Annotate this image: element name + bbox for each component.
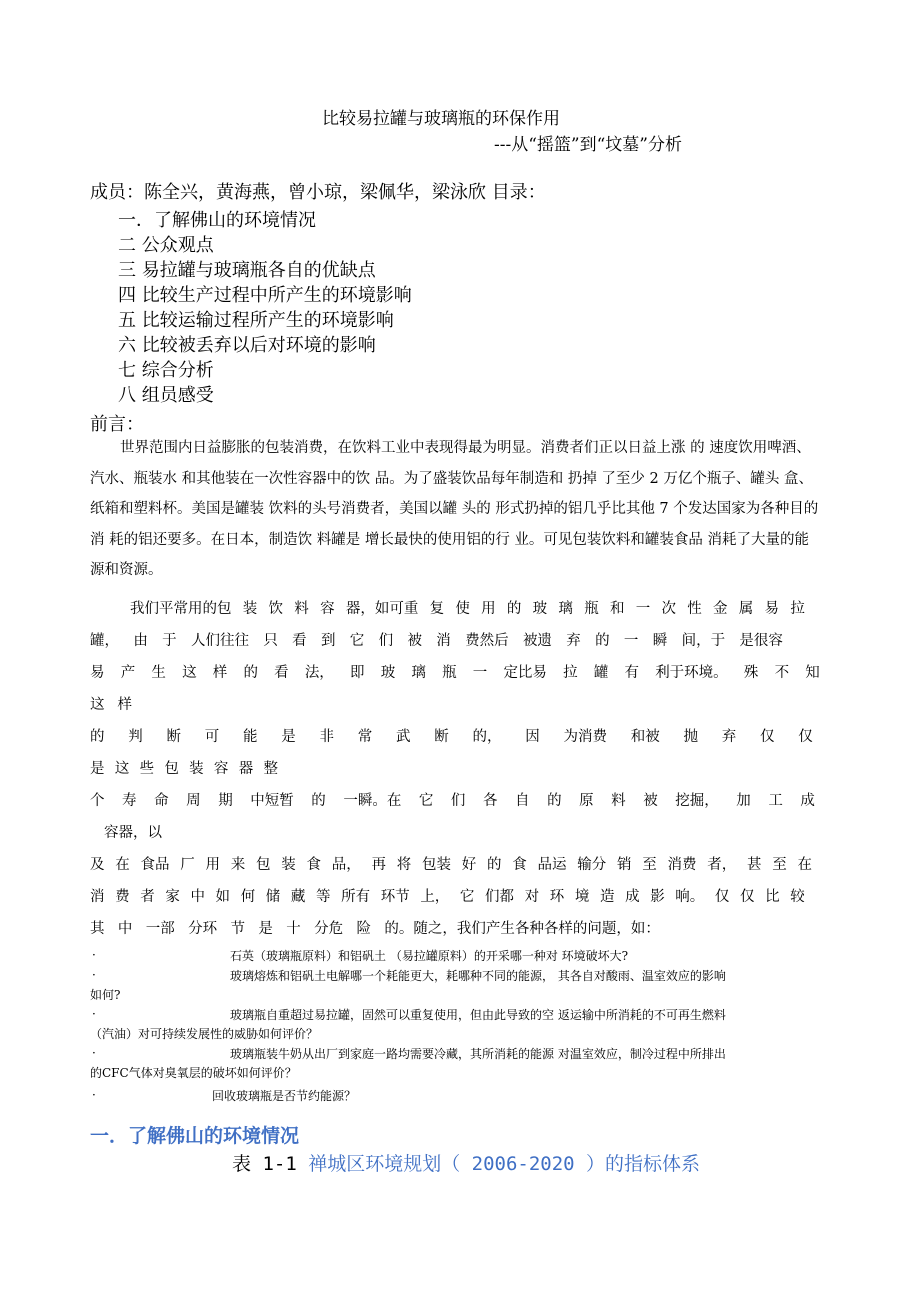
paragraph-2-token: 断 [434, 729, 449, 745]
paragraph-2-token: 被遗 [522, 633, 552, 649]
paragraph-2-line [90, 789, 815, 810]
paragraph-2-token: 食品 [140, 857, 170, 873]
paragraph-2-token: 容 [213, 761, 229, 777]
bullet-dot: · [92, 968, 96, 982]
paragraph-2-token: 期 [218, 793, 233, 809]
paragraph-2-token: 殊 [743, 665, 759, 681]
paragraph-2-token: 分环 [188, 921, 218, 937]
bullet-dot: · [92, 1046, 96, 1060]
paragraph-2-token: 险 [356, 921, 371, 937]
toc-item-6: 六 比较被丢弃以后对环境的影响 [118, 335, 376, 356]
preface-label: 前言： [90, 414, 144, 435]
paragraph-2-token: 包装 [422, 857, 451, 873]
paragraph-2-token: 容 [320, 601, 335, 617]
paragraph-2-token: 易 [90, 665, 105, 681]
paragraph-2-token: 中 [190, 889, 205, 905]
paragraph-2-token: 上， [420, 889, 450, 905]
paragraph-2-token: 器，如可重 [345, 601, 419, 617]
paragraph-2-token: 能 [243, 729, 258, 745]
paragraph-2-token: 仅 [714, 889, 730, 905]
paragraph-2-token: 由 [133, 633, 148, 649]
bullet-dot: · [92, 1007, 96, 1021]
bullet-text: 石英（玻璃瓶原料）和铝矾土 （易拉罐原料）的开采哪一种对 环境破坏大? [230, 949, 629, 963]
toc-item-7: 七 综合分析 [118, 360, 214, 381]
paragraph-2-token: 影 [650, 889, 665, 905]
paragraph-2-token: 仅 [760, 729, 775, 745]
paragraph-2-token: 者， [707, 857, 737, 873]
paragraph-2-token: 一 [623, 633, 639, 649]
paragraph-2-token: 的 [311, 793, 326, 809]
paragraph-2-token: 包 [256, 857, 271, 873]
paragraph-2-token: 产 [120, 665, 136, 681]
paragraph-2-token: 寿 [122, 793, 137, 809]
paragraph-2-token: 们 [378, 633, 394, 649]
paragraph-2-token: 有 [624, 665, 639, 681]
paragraph-2-token: 即 [350, 665, 365, 681]
paragraph-2-token: 个 [90, 793, 105, 809]
paragraph-2-token: 只 [263, 633, 278, 649]
paragraph-2-token: 人们往往 [190, 633, 249, 649]
table-caption [232, 1149, 700, 1176]
paragraph-2-token: 罐， [90, 633, 119, 649]
paragraph-2-token: 所有 [341, 889, 371, 905]
paragraph-2-token: 玻 [532, 601, 548, 617]
paragraph-2-token: 在 [797, 857, 812, 873]
paragraph-2-token: 原 [579, 793, 594, 809]
paragraph-2-token: 它 [349, 633, 365, 649]
paragraph-2-token: 的 [90, 729, 105, 745]
paragraph-2-token: 瞬 [652, 633, 668, 649]
paragraph-2-token: 输分 [577, 857, 607, 873]
paragraph-2-token: 们 [450, 793, 466, 809]
paragraph-2-token: 定比易 [503, 665, 547, 681]
paragraph-2-line [104, 821, 174, 842]
paragraph-2-token: 拉 [563, 665, 578, 681]
paragraph-2-line [90, 917, 660, 938]
bullet-text: 玻璃瓶自重超过易拉罐，固然可以重复使用，但由此导致的空 返运输中所消耗的不可再生燃料 [230, 1008, 726, 1022]
toc-item-1: 一．了解佛山的环境情况 [118, 210, 316, 231]
paragraph-2-token: 法， [304, 665, 334, 681]
paragraph-2-token: 们都 [485, 889, 515, 905]
paragraph-2-token: 弃 [566, 633, 581, 649]
paragraph-2-line [130, 597, 805, 618]
paragraph-2-token: 对 [524, 889, 540, 905]
paragraph-2-line [90, 757, 278, 778]
paragraph-2-token: 周 [186, 793, 201, 809]
paragraph-2-token: 仅 [798, 729, 813, 745]
paragraph-2-token: 饮 [268, 601, 284, 617]
paragraph-2-token: 它 [459, 889, 475, 905]
paragraph-2-token: 样 [117, 697, 132, 713]
paragraph-2-token: 样 [212, 665, 228, 681]
paragraph-2-token: 的 [547, 793, 562, 809]
paragraph-2-token: 易 [764, 601, 780, 617]
paragraph-2-token: 藏 [290, 889, 306, 905]
toc-item-8: 八 组员感受 [118, 385, 214, 406]
paragraph-2-token: 复 [429, 601, 445, 617]
bullet-text: 玻璃熔炼和铝矾土电解哪一个耗能更大，耗哪种不同的能源， 其各自对酸雨、温室效应的影响 [230, 969, 726, 983]
paragraph-2-token: 费 [115, 889, 130, 905]
paragraph-2-token: 是 [90, 761, 105, 777]
paragraph-2-token: 一瞬。在 [343, 793, 402, 809]
paragraph-2-token: 弃 [721, 729, 737, 745]
paragraph-2-token: 和 [609, 601, 625, 617]
paragraph-2-token: 家 [165, 889, 180, 905]
paragraph-2-token: 璃 [411, 665, 426, 681]
paragraph-2-token: 器 [238, 761, 254, 777]
table-caption-prefix: 表 1-1 [232, 1153, 309, 1175]
paragraph-2-token: 璃 [558, 601, 573, 617]
paragraph-2-token: 的， [472, 729, 502, 745]
toc-item-3: 三 易拉罐与玻璃瓶各自的优缺点 [118, 260, 376, 281]
paragraph-2-token: 自 [515, 793, 530, 809]
paragraph-2-token: 看 [274, 665, 289, 681]
paragraph-2-token: 是 [281, 729, 296, 745]
paragraph-2-token: 武 [396, 729, 411, 745]
paragraph-2-token: 的 [243, 665, 258, 681]
paragraph-2-token: 是很容 [739, 633, 783, 649]
paragraph-2-token: 拉 [790, 601, 805, 617]
paragraph-2-line [90, 693, 132, 714]
paragraph-2-token: 成 [625, 889, 640, 905]
paragraph-2-token: 的 [487, 857, 502, 873]
paragraph-2-token: 至 [772, 857, 787, 873]
paragraph-2-token: 好 [461, 857, 477, 873]
bullet-text: 玻璃瓶装牛奶从出厂到家庭一路均需要冷藏，其所消耗的能源 对温室效应，制冷过程中所排出 [230, 1047, 726, 1061]
paragraph-2-token: 看 [292, 633, 307, 649]
bullet-text: 回收玻璃瓶是否节约能源？ [212, 1089, 357, 1103]
bullet-dot: · [92, 948, 96, 962]
paragraph-2-token: 中短暂 [250, 793, 294, 809]
paragraph-2-token: 何 [240, 889, 256, 905]
paragraph-2-token: 的。随之，我们产生各种各样的问题，如： [384, 921, 660, 937]
paragraph-2-token: 仅 [740, 889, 755, 905]
paragraph-2-token: 料 [611, 793, 626, 809]
paragraph-2-token: 装 [242, 601, 258, 617]
paragraph-2-token: 性 [687, 601, 702, 617]
paragraph-2-token: 不 [774, 665, 790, 681]
paragraph-2-token: 环节 [380, 889, 410, 905]
paragraph-2-token: 费然后 [465, 633, 509, 649]
paragraph-2-token: 装 [189, 761, 204, 777]
paragraph-2-token: 节 [230, 921, 245, 937]
paragraph-2-token: 于 [162, 633, 177, 649]
paragraph-2-token: 它 [418, 793, 434, 809]
paragraph-2-token: 及 [90, 857, 105, 873]
paragraph-2-token: 瓶 [442, 665, 457, 681]
paragraph-2-token: 消 [90, 889, 105, 905]
paragraph-2-token: 至 [642, 857, 657, 873]
paragraph-2-token: 分危 [314, 921, 344, 937]
paragraph-2-token: 判 [128, 729, 143, 745]
paragraph-2-token: 金 [713, 601, 728, 617]
paragraph-2-token: 成 [800, 793, 815, 809]
paragraph-2-token: 的 [595, 633, 610, 649]
paragraph-2-token: 使 [455, 601, 470, 617]
paragraph-2-token: 装 [281, 857, 296, 873]
paragraph-2-token: 造 [599, 889, 615, 905]
paragraph-2-token: 被 [407, 633, 422, 649]
paragraph-2-token: 食 [306, 857, 321, 873]
paragraph-2-token: 些 [139, 761, 155, 777]
paragraph-2-token: 料 [294, 601, 309, 617]
bullet-dot: · [92, 1088, 96, 1102]
toc-item-5: 五 比较运输过程所产生的环境影响 [118, 310, 394, 331]
paragraph-2-token: 这 [90, 697, 105, 713]
paragraph-2-token: 甚 [747, 857, 762, 873]
paragraph-2-token: 被 [643, 793, 658, 809]
paragraph-2-token: 是 [258, 921, 273, 937]
paragraph-2-token: 较 [790, 889, 805, 905]
paragraph-2-token: 一部 [145, 921, 175, 937]
paragraph-2-token: 用 [481, 601, 496, 617]
paragraph-2-token: 利于环境。 [655, 665, 728, 681]
paragraph-2-token: 将 [396, 857, 412, 873]
paragraph-2-token: 厂 [180, 857, 195, 873]
paragraph-2-token: 十 [286, 921, 301, 937]
bullet-text-cont: 如何? [90, 988, 121, 1002]
paragraph-2-token: 一 [635, 601, 651, 617]
paragraph-2-token: 销 [617, 857, 632, 873]
preface-paragraph-1: 世界范围内日益膨胀的包装消费，在饮料工业中表现得最为明显。消费者们正以日益上涨 的 速度饮用啤酒、汽水、瓶装水 和其他装在一次性容器中的饮 品。为了盛装饮品每年制造和 扔掉 了至少 2 万亿个瓶子、罐头 盒、纸箱和塑料杯。美国是罐装 饮料的头号消费者，美国以罐 头的 形式扔掉的铝几乎比其他 7 个发达国家为各种目的消 耗的铝还要多。在日本，制造饮 料罐是 增长最快的使用铝的行 业。可见包装饮料和罐装食品 消耗了大量的能源和资源。 [90, 440, 819, 578]
toc-item-4: 四 比较生产过程中所产生的环境影响 [118, 285, 412, 306]
section-heading: 一．了解佛山的环境情况 [90, 1125, 300, 1147]
paragraph-2-token: 一 [472, 665, 488, 681]
paragraph-2-token: 罐 [593, 665, 609, 681]
paragraph-2-token: 中 [117, 921, 133, 937]
paragraph-2-token: 再 [371, 857, 386, 873]
paragraph-2-token: 这 [182, 665, 197, 681]
document-subtitle: ---从“摇篮”到“坟墓”分析 [494, 135, 682, 155]
bullet-text-cont: 的CFC气体对臭氧层的破坏如何评价？ [90, 1066, 297, 1080]
paragraph-2-token: 玻 [380, 665, 396, 681]
paragraph-2-token: 如 [215, 889, 231, 905]
paragraph-2-token: 挖掘， [675, 793, 719, 809]
paragraph-2-line [90, 853, 812, 874]
paragraph-2-token: 工 [768, 793, 783, 809]
paragraph-2-token: 加 [736, 793, 751, 809]
paragraph-2-token: 间，于 [681, 633, 726, 649]
document-title: 比较易拉罐与玻璃瓶的环保作用 [322, 109, 560, 129]
paragraph-2-token: 环 [549, 889, 565, 905]
paragraph-2-token: 断 [166, 729, 181, 745]
paragraph-2-token: 的 [506, 601, 522, 617]
paragraph-2-token: 和被 [630, 729, 660, 745]
paragraph-2-token: 响。 [675, 889, 705, 905]
members-line: 成员：陈全兴，黄海燕，曾小琼，梁佩华，梁泳欣 目录： [90, 182, 546, 203]
paragraph-2-token: 常 [357, 729, 373, 745]
paragraph-2-token: 因 [525, 729, 540, 745]
paragraph-2-token: 属 [738, 601, 754, 617]
table-caption-title: 禅城区环境规划（ 2006-2020 ）的指标体系 [308, 1153, 701, 1175]
paragraph-2-token: 储 [265, 889, 281, 905]
paragraph-2-token: 品， [331, 857, 361, 873]
paragraph-2-token: 消费 [667, 857, 697, 873]
paragraph-2-token: 比 [765, 889, 780, 905]
paragraph-2-token: 我们平常用的包 [130, 601, 232, 617]
paragraph-2-token: 瓶 [584, 601, 599, 617]
paragraph-2-token: 各 [482, 793, 498, 809]
paragraph-2-token: 容器，以 [104, 825, 162, 841]
paragraph-2-token: 生 [151, 665, 166, 681]
paragraph-2-token: 境 [574, 889, 590, 905]
paragraph-2-token: 非 [319, 729, 334, 745]
paragraph-2-token: 整 [263, 761, 278, 777]
paragraph-2-line [90, 661, 820, 682]
paragraph-2-line [90, 725, 813, 746]
paragraph-2-token: 知 [805, 665, 820, 681]
paragraph-2-token: 抛 [683, 729, 698, 745]
paragraph-2-token: 用 [205, 857, 220, 873]
paragraph-2-token: 品运 [537, 857, 567, 873]
paragraph-2-token: 来 [230, 857, 246, 873]
paragraph-2-token: 包 [164, 761, 179, 777]
toc-item-2: 二 公众观点 [118, 235, 214, 256]
paragraph-2-token: 食 [512, 857, 527, 873]
paragraph-2-token: 这 [114, 761, 130, 777]
paragraph-2-token: 到 [320, 633, 336, 649]
bullet-text-cont: （汽油）对可持续发展性的威胁如何评价？ [90, 1027, 319, 1041]
paragraph-2-token: 命 [154, 793, 169, 809]
paragraph-2-token: 其 [90, 921, 105, 937]
paragraph-2-token: 次 [661, 601, 676, 617]
paragraph-2-token: 等 [315, 889, 331, 905]
paragraph-2-token: 可 [204, 729, 220, 745]
paragraph-2-line [90, 885, 805, 906]
paragraph-2-token: 消 [436, 633, 451, 649]
paragraph-2-line [90, 629, 783, 650]
paragraph-2-token: 者 [140, 889, 155, 905]
paragraph-2-token: 为消费 [563, 729, 607, 745]
paragraph-2-token: 在 [115, 857, 130, 873]
